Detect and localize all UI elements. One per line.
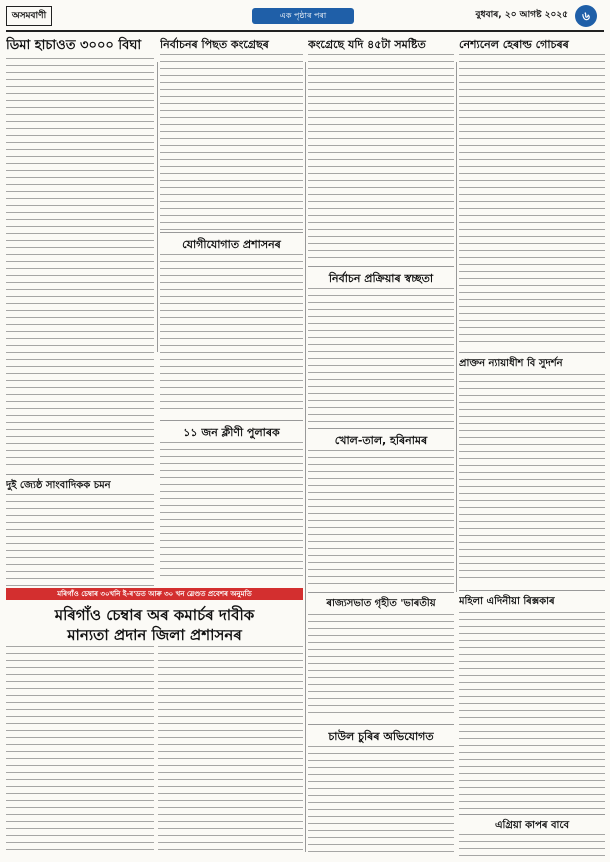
article-body-col-2 (158, 646, 303, 854)
article-former-judge (459, 352, 605, 586)
article-body (459, 54, 605, 346)
column-divider (456, 62, 457, 592)
article-congress-45-constituencies (308, 36, 454, 264)
section-rule (160, 420, 303, 421)
article-body-col-1 (6, 646, 154, 854)
column-divider (157, 62, 158, 352)
section-rule (459, 590, 605, 591)
article-national-herald (459, 36, 605, 348)
article-woman-rickshaw (459, 590, 605, 812)
headline: মহিলা এদিনীয়া ৰিক্সকাৰ (459, 596, 555, 607)
section-rule (308, 266, 454, 267)
article-morigaon-chamber (6, 588, 303, 856)
article-rajyasabha (308, 592, 454, 720)
article-body (308, 746, 454, 854)
section-rule (308, 724, 454, 725)
masthead (0, 0, 610, 36)
newspaper-logo (6, 6, 52, 26)
page-label-ribbon: এক পৃষ্ঠাৰ পৰা (252, 8, 354, 24)
headline: চাউল চুৰিৰ অভিযোগত (328, 730, 434, 743)
article-body (308, 54, 454, 262)
article-body (459, 834, 605, 856)
article-body (160, 442, 303, 580)
headline-line-1: মৰিগাঁও চেম্বাৰ অৰ কমাৰ্চৰ দাবীক (54, 606, 255, 624)
article-dima-hasao (6, 36, 154, 472)
article-congress-after-election (160, 36, 303, 232)
section-rule (308, 428, 454, 429)
date-line: বুধবাৰ, ২০ আগষ্ট ২০২৫ (475, 10, 568, 20)
article-body (459, 374, 605, 584)
section-rule (6, 474, 154, 475)
headline: খোল-তাল, হৰিনামৰ (334, 434, 428, 447)
article-body (6, 494, 154, 586)
article-two-journalists (6, 474, 154, 588)
article-body (308, 288, 454, 424)
article-body (6, 58, 154, 470)
headline-line-2: মান্যতা প্ৰদান জিলা প্ৰশাসনৰ (67, 626, 242, 644)
headline: ১১ জন ক্লীণী পুলাৰক (183, 426, 280, 439)
article-body (160, 254, 303, 414)
article-khol-tal-harinam (308, 428, 454, 588)
section-rule (459, 352, 605, 353)
headline: কংগ্ৰেছে যদি ৪৫টা সমষ্টিত (308, 38, 426, 51)
headline: যোগীযোগাত প্ৰশাসনৰ (182, 238, 281, 251)
article-body (160, 54, 303, 230)
article-body (308, 614, 454, 718)
headline: নিৰ্বাচনৰ পিছত কংগ্ৰেছৰ (160, 38, 269, 51)
article-body (308, 450, 454, 586)
article-asia-cup (459, 814, 605, 858)
masthead-rule (6, 30, 604, 32)
article-election-transparency (308, 266, 454, 426)
headline: নিৰ্বাচন প্ৰক্ৰিয়াৰ স্বচ্ছতা (328, 272, 434, 285)
article-yogiyogat-administration (160, 232, 303, 417)
logo-text: অসমবাণী (11, 11, 47, 21)
story-kicker: মৰিগাঁও চেম্বাৰ ৩০খনি ই-ৰ'ডত আৰু ৩০ খন স্লেণ্ডত প্ৰবেশৰ অনুমতি (6, 588, 303, 600)
headline: দুই জ্যেষ্ঠ সাংবাদিকক চমন (6, 480, 111, 491)
headline: প্ৰাক্তন ন্যায়াধীশ বি সুদৰ্শন (459, 358, 563, 369)
column-divider (305, 62, 306, 852)
article-eleven-persons (160, 420, 303, 582)
section-rule (308, 592, 454, 593)
headline: ডিমা হাচাওত ৩০০০ বিঘা (6, 38, 142, 53)
headline: এগ্ৰিয়া কাপৰ বাবে (494, 820, 570, 831)
article-rice-theft (308, 724, 454, 856)
headline: ৰাজ্যসভাত গৃহীত 'ভাৰতীয় (326, 598, 436, 609)
headline: নেশ্যনেল হেৰাল্ড গোচৰৰ (459, 38, 569, 51)
page-number-badge: ৬ (575, 5, 597, 27)
section-rule (160, 232, 303, 233)
section-rule (459, 814, 605, 815)
article-body (459, 612, 605, 810)
